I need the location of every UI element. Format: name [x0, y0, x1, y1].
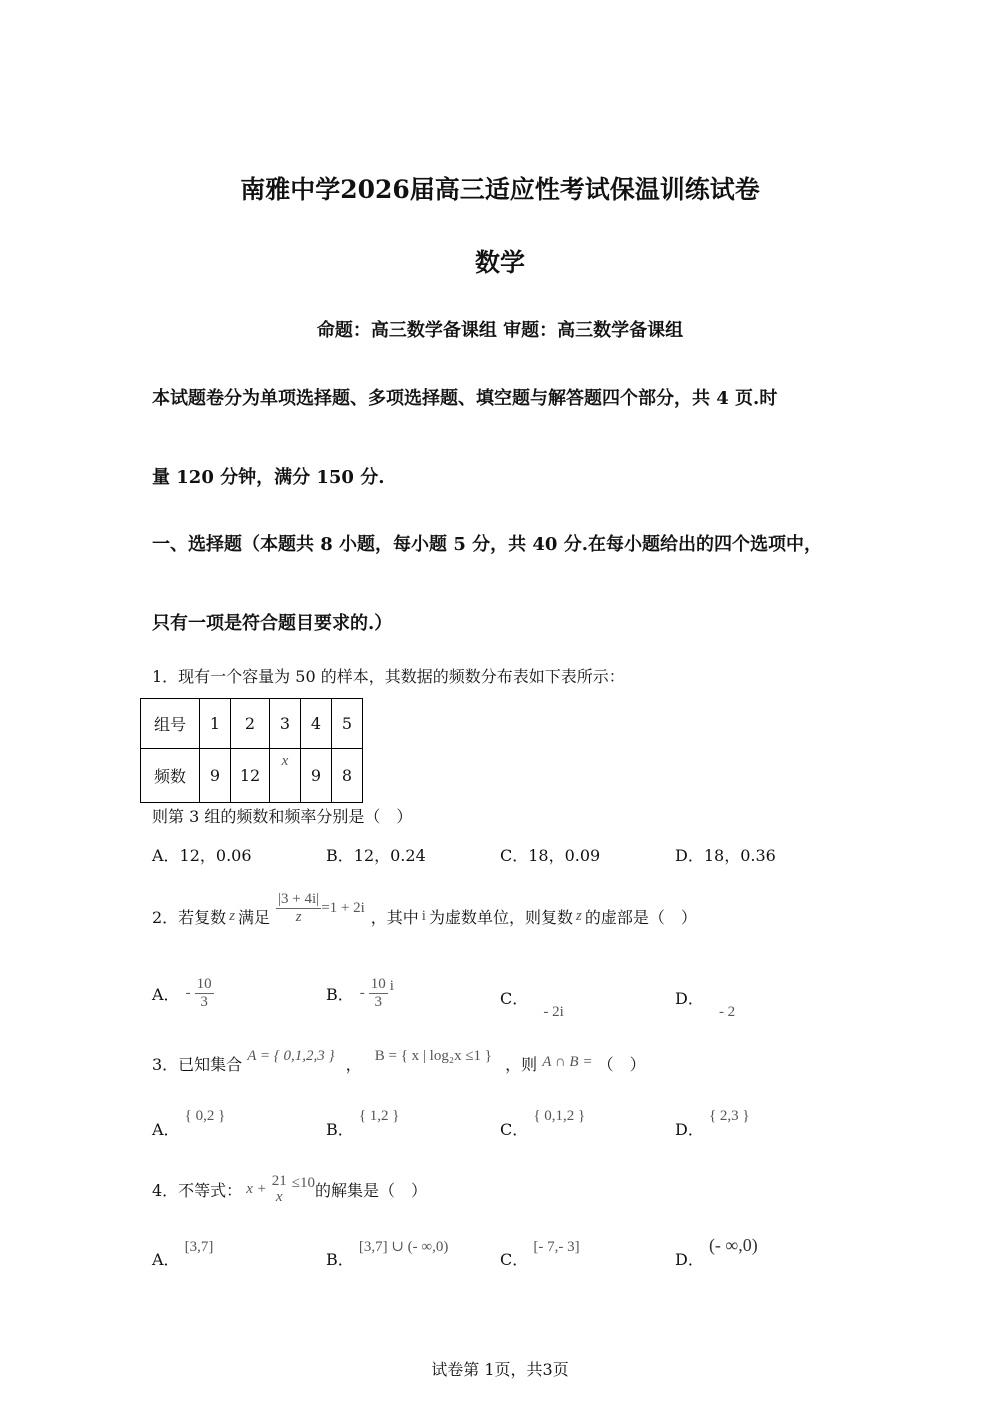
exam-title: 南雅中学2026届高三适应性考试保温训练试卷: [240, 175, 760, 204]
q4-opt-a-value: [3,7]: [184, 1239, 214, 1255]
q2-opt-b-sign: -: [359, 984, 365, 1001]
subject-title: 数学: [474, 248, 525, 277]
q2-option-a[interactable]: [152, 970, 214, 1016]
table-cell: 2: [231, 699, 270, 749]
q2-unit-i: i: [421, 907, 426, 924]
q2-opt-a-sign: -: [185, 984, 191, 1001]
q2-equation-rhs: =1 + 2i: [321, 899, 365, 916]
q3-opt-b-value: { 1,2 }: [358, 1108, 400, 1124]
q4-option-b[interactable]: [326, 1239, 449, 1270]
q1-option-b[interactable]: B．12，0.24: [326, 846, 426, 865]
option-label: B．: [326, 1120, 354, 1139]
frequency-table: [140, 698, 363, 803]
q4-opt-d-value: (- ∞,0): [708, 1235, 758, 1255]
q3-option-c[interactable]: [500, 1108, 586, 1140]
q3-option-d[interactable]: [675, 1108, 750, 1140]
q2-option-d[interactable]: [675, 986, 736, 1020]
q1-option-d[interactable]: D．18，0.36: [675, 846, 776, 865]
q2-stem-suffix-c: 的虚部是（ ）: [584, 907, 697, 927]
q2-option-c[interactable]: [500, 986, 564, 1020]
option-label: A．: [152, 1120, 180, 1139]
q2-opt-c-value: - 2i: [543, 1004, 564, 1020]
option-label: C．: [500, 989, 529, 1008]
intro-line-2: 量 120 分钟，满分 150 分.: [152, 467, 385, 488]
table-row: [141, 699, 363, 749]
q2-stem-suffix-a: ，其中: [370, 907, 419, 927]
option-label: D．: [675, 1250, 704, 1269]
option-label: B．: [326, 984, 354, 1004]
section1-heading-line-1: 一、选择题（本题共 8 小题，每小题 5 分，共 40 分.在每小题给出的四个选项中，: [152, 534, 822, 555]
q2-stem-prefix: 2．若复数: [152, 907, 227, 927]
table-cell: 9: [200, 749, 231, 803]
intro-line-1: 本试题卷分为单项选择题、多项选择题、填空题与解答题四个部分，共 4 页.时: [152, 388, 778, 409]
table-cell: 组号: [141, 699, 200, 749]
q4-option-c[interactable]: [500, 1239, 580, 1270]
option-label: A．: [152, 984, 180, 1004]
table-cell: 4: [301, 699, 332, 749]
table-cell: 9: [301, 749, 332, 803]
table-cell: x: [270, 749, 301, 803]
q3-expression: A ∩ B =: [542, 1054, 593, 1070]
table-row: [141, 749, 363, 803]
authors-line: 命题：高三数学备课组 审题：高三数学备课组: [316, 320, 684, 341]
q4-expr-rhs: ≤10: [291, 1174, 315, 1191]
q4-fraction: 21 x: [271, 1172, 287, 1205]
table-cell: 1: [200, 699, 231, 749]
q2-opt-d-value: - 2: [718, 1004, 736, 1020]
table-cell: 频数: [141, 749, 200, 803]
option-label: A．: [152, 1250, 180, 1269]
q1-followup: 则第 3 组的频数和频率分别是（ ）: [152, 807, 413, 826]
q4-stem-suffix: 的解集是（ ）: [314, 1180, 427, 1200]
q3-option-b[interactable]: [326, 1108, 400, 1140]
q3-stem-prefix: 3．已知集合: [152, 1055, 243, 1074]
q2-stem-suffix-b: 为虚数单位，则复数: [428, 907, 573, 927]
q4-opt-b-value: [3,7] ∪ (- ∞,0): [358, 1239, 449, 1255]
q1-option-c[interactable]: C．18，0.09: [500, 846, 601, 865]
section1-heading-line-2: 只有一项是符合题目要求的.）: [152, 613, 393, 634]
table-cell: 12: [231, 749, 270, 803]
option-label: D．: [675, 989, 704, 1008]
q4-opt-c-value: [- 7,- 3]: [533, 1239, 580, 1255]
q3-comma: ，: [345, 1055, 362, 1074]
q4-stem: [152, 1164, 427, 1214]
q4-option-a[interactable]: [152, 1239, 214, 1270]
q3-opt-c-value: { 0,1,2 }: [533, 1108, 586, 1124]
q3-option-a[interactable]: [152, 1108, 226, 1140]
table-cell: 8: [332, 749, 363, 803]
q3-stem-suffix: （ ）: [597, 1055, 646, 1074]
table-cell: 3: [270, 699, 301, 749]
q3-opt-d-value: { 2,3 }: [708, 1108, 750, 1124]
q4-expr-x: x +: [246, 1180, 267, 1197]
q3-set-a: A = { 0,1,2,3 }: [247, 1048, 335, 1064]
table-cell: 5: [332, 699, 363, 749]
q3-stem: [152, 1048, 646, 1075]
q4-option-d[interactable]: [675, 1235, 758, 1270]
q2-stem: [152, 878, 697, 954]
q2-option-b[interactable]: [326, 970, 394, 1016]
q1-stem: 1．现有一个容量为 50 的样本，其数据的频数分布表如下表所示：: [152, 667, 625, 686]
q2-stem-mid: 满足: [238, 907, 271, 927]
option-label: C．: [500, 1250, 529, 1269]
q3-set-b: B = { x | log₂x ≤1 }: [374, 1048, 492, 1064]
option-label: D．: [675, 1120, 704, 1139]
option-label: C．: [500, 1120, 529, 1139]
q2-opt-a-fraction: $\frac{10}{3}$: [196, 976, 212, 1010]
q2-opt-b-fraction: $\frac{10}{3}$: [370, 976, 386, 1010]
q3-opt-a-value: { 0,2 }: [184, 1108, 226, 1124]
q2-fraction: $\frac{|3 + 4i|}{z}$: [278, 891, 320, 925]
q4-stem-prefix: 4．不等式：: [152, 1180, 243, 1200]
q2-opt-b-unit: i: [389, 977, 394, 994]
page-footer: 试卷第 1页，共3页: [431, 1360, 569, 1379]
q3-stem-mid: ，则: [505, 1055, 538, 1074]
q1-option-a[interactable]: A．12，0.06: [152, 846, 252, 865]
q2-var-z: z: [229, 907, 236, 924]
option-label: B．: [326, 1250, 354, 1269]
q2-var-z-2: z: [575, 907, 582, 924]
